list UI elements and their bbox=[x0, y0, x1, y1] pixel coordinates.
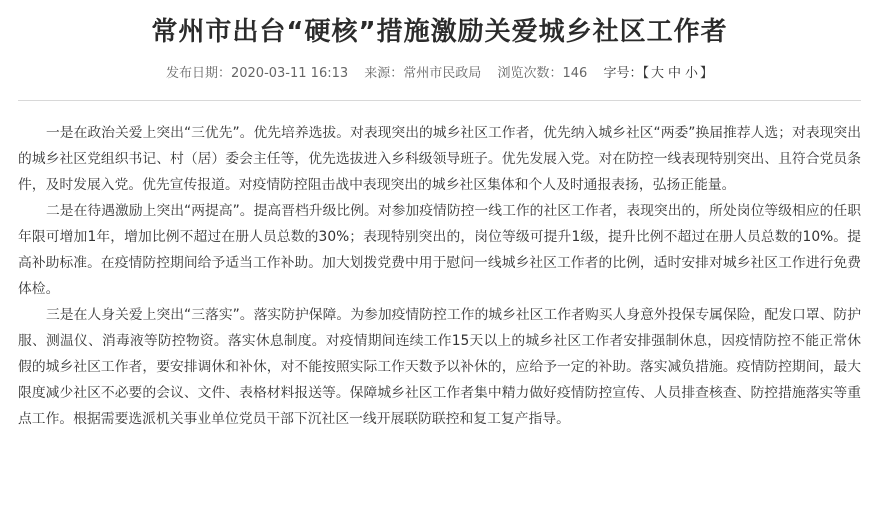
view-count-label: 浏览次数： bbox=[497, 66, 563, 81]
publish-date bbox=[166, 66, 348, 81]
publish-date-label: 发布日期： bbox=[165, 66, 231, 81]
paragraph-political-care: 一是在政治关爱上突出“三优先”。优先培养选拔。对表现突出的城乡社区工作者，优先纳入城乡社区“两委”换届推荐人选；对表现突出的城乡社区党组织书记、村（居）委会主任等，优先选拔进入乡科级领导班子。优先发展入党。对在防控一线表现特别突出、且符合党员条件，及时发展入党。优先宣传报道。对疫情防控阻击战中表现突出的城乡社区集体和个人及时通报表扬，弘扬正能量。 bbox=[18, 125, 862, 193]
view-count-value: 146 bbox=[562, 66, 588, 81]
source-value: 常州市民政局 bbox=[403, 66, 482, 81]
publish-date-value: 2020-03-11 16:13 bbox=[230, 66, 349, 81]
bracket-close: 】 bbox=[700, 66, 714, 81]
article-body bbox=[18, 120, 861, 432]
view-count bbox=[497, 66, 587, 81]
title-divider bbox=[18, 100, 861, 101]
source-label: 来源： bbox=[364, 66, 404, 81]
font-size-control bbox=[603, 66, 713, 81]
font-size-large-button[interactable]: 大 bbox=[650, 66, 664, 81]
article-meta bbox=[0, 64, 879, 84]
paragraph-treatment-incentive: 二是在待遇激励上突出“两提高”。提高晋档升级比例。对参加疫情防控一线工作的社区工作者，表现突出的，所处岗位等级相应的任职年限可增加1年，增加比例不超过在册人员总数的30%；表现特别突出的，岗位等级可提升1级，提升比例不超过在册人员总数的10%。提高补助标准。在疫情防控期间给予适当工作补助。加大划拨党费中用于慰问一线城乡社区工作者的比例，适时安排对城乡社区工作进行免费体检。 bbox=[18, 203, 861, 297]
bracket-open: 【 bbox=[642, 66, 649, 81]
paragraph-personal-care: 三是在人身关爱上突出“三落实”。落实防护保障。为参加疫情防控工作的城乡社区工作者购买人身意外投保专属保险，配发口罩、防护服、测温仪、消毒液等防控物资。落实休息制度。对疫情期间连续工作15天以上的城乡社区工作者安排强制休息，因疫情防控不能正常休假的城乡社区工作者，要安排调休和补休，对不能按照实际工作天数予以补休的，应给予一定的补助。落实减负措施。疫情防控期间，最大限度减少社区不必要的会议、文件、表格材料报送等。保障城乡社区工作者集中精力做好疫情防控宣传、人员排查核查、防控措施落实等重点工作。根据需要选派机关事业单位党员干部下沉社区一线开展联防联控和复工复产指导。 bbox=[18, 307, 861, 427]
source bbox=[364, 66, 481, 81]
font-size-small-button[interactable]: 小 bbox=[685, 66, 699, 81]
font-size-medium-button[interactable]: 中 bbox=[667, 66, 681, 81]
article-title: 常州市出台“硬核”措施激励关爱城乡社区工作者 bbox=[151, 17, 728, 47]
font-size-label: 字号： bbox=[603, 66, 643, 81]
